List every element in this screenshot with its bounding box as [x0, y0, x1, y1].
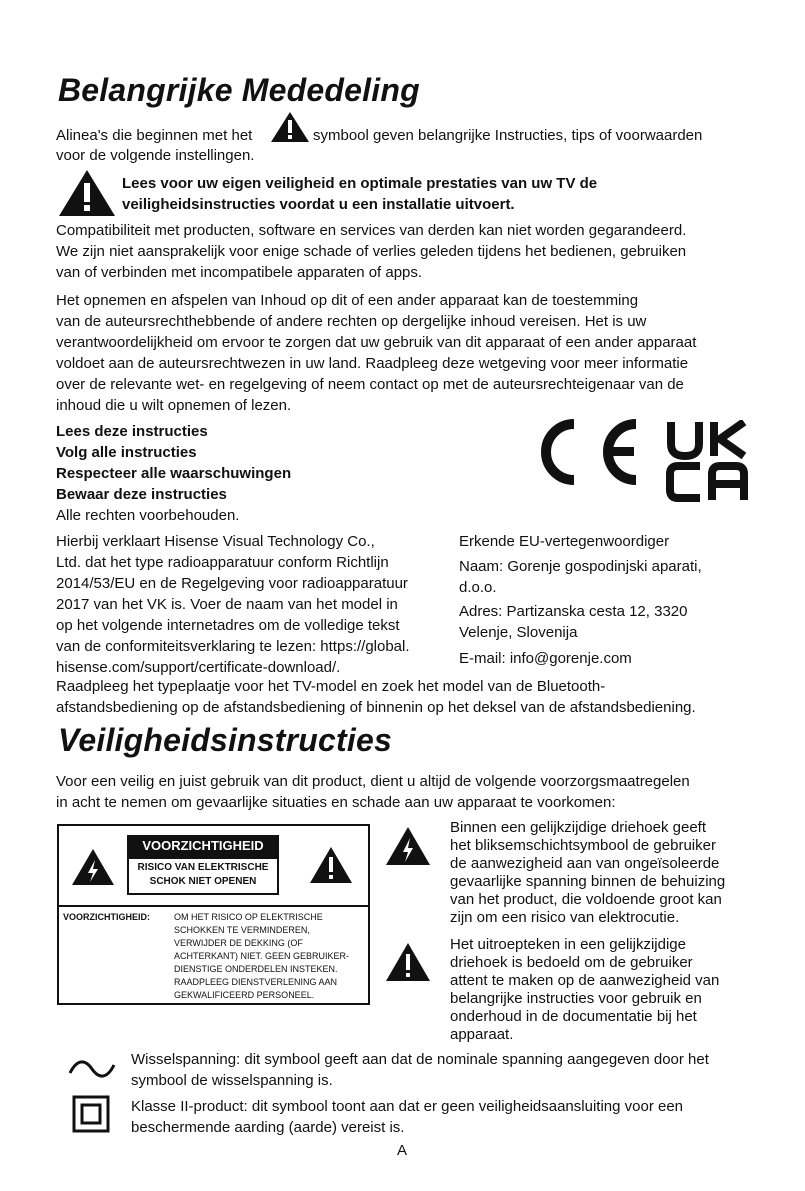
- para-line: Compatibiliteit met producten, software en services van derden kan niet worden gegarandeerd.: [56, 222, 687, 239]
- caution-sub-line: SCHOK NIET OPENEN: [149, 876, 257, 887]
- eu-rep-heading: Erkende EU-vertegenwoordiger: [459, 533, 670, 550]
- caution-text-line: DIENSTIGE ONDERDELEN INSTEKEN.: [174, 964, 338, 974]
- para-line: inhoud die u wilt opnemen of lezen.: [56, 397, 292, 414]
- warning-triangle-icon: [385, 942, 431, 982]
- declaration-line: van de conformiteitsverklaring te lezen: https://global.: [56, 638, 410, 655]
- ac-desc-line: Wisselspanning: dit symbool geeft aan dat de nominale spanning aangegeven door het: [131, 1051, 709, 1068]
- caution-label: VOORZICHTIGHEID:: [63, 912, 150, 922]
- caution-sub: [127, 857, 279, 895]
- ac-desc-line: symbool de wisselspanning is.: [131, 1072, 333, 1089]
- bluetooth-line: afstandsbediening op de afstandsbediening of binnenin op het deksel van de afstandsbediening.: [56, 699, 696, 716]
- lightning-triangle-icon: [385, 826, 431, 866]
- lightning-desc-line: het bliksemschichtsymbool de gebruiker: [450, 837, 716, 854]
- ce-mark: [526, 418, 646, 491]
- lightning-desc-line: gevaarlijke spanning binnen de behuizing: [450, 873, 726, 890]
- intro-line2: voor de volgende instellingen.: [56, 147, 255, 164]
- caution-sub-line: RISICO VAN ELEKTRISCHE: [137, 862, 269, 873]
- page-title: Belangrijke Mededeling: [58, 72, 420, 108]
- para-line: over de relevante wet- en regelgeving of neem contact op met de auteursrechteigenaar van de: [56, 376, 684, 393]
- caution-text-line: OM HET RISICO OP ELEKTRISCHE: [174, 912, 323, 922]
- instruction-item: Respecteer alle waarschuwingen: [56, 465, 292, 482]
- page-number: A: [397, 1142, 408, 1159]
- instruction-item: Lees deze instructies: [56, 423, 208, 440]
- warning-line: Lees voor uw eigen veiligheid en optimale prestaties van uw TV de: [122, 175, 598, 192]
- warning-triangle-icon: [270, 111, 310, 143]
- section-title: Veiligheidsinstructies: [58, 722, 392, 758]
- eu-rep-email: E-mail: info@gorenje.com: [459, 650, 632, 667]
- class2-desc-line: Klasse II-product: dit symbool toont aan dat er geen veiligheidsaansluiting voor een: [131, 1098, 684, 1115]
- intro-text-before: Alinea's die beginnen met het: [56, 127, 253, 144]
- exclaim-desc-line: driehoek is bedoeld om de gebruiker: [450, 954, 693, 971]
- para-line: van de auteursrechthebbende of andere rechten op dergelijke inhoud vereisen. Het is uw: [56, 313, 647, 330]
- caution-header: VOORZICHTIGHEID: [127, 835, 279, 857]
- caution-divider: [59, 905, 368, 907]
- declaration-line: Hierbij verklaart Hisense Visual Technology Co.,: [56, 533, 375, 550]
- eu-rep-address: Adres: Partizanska cesta 12, 3320: [459, 603, 688, 620]
- instruction-item: Bewaar deze instructies: [56, 486, 227, 503]
- rights-text: Alle rechten voorbehouden.: [56, 507, 240, 524]
- exclaim-desc-line: onderhoud in de documentatie bij het: [450, 1008, 697, 1025]
- caution-text-line: VERWIJDER DE DEKKING (OF: [174, 938, 303, 948]
- lightning-desc-line: de aanwezigheid aan van ongeïsoleerde: [450, 855, 720, 872]
- ac-wave-icon: [67, 1057, 117, 1086]
- declaration-line: 2014/53/EU en de Regelgeving voor radioapparatuur: [56, 575, 408, 592]
- exclaim-desc-line: attent te maken op de aanwezigheid van: [450, 972, 720, 989]
- caution-text-line: SCHOKKEN TE VERMINDEREN,: [174, 925, 310, 935]
- exclaim-desc-line: Het uitroepteken in een gelijkzijdige: [450, 936, 686, 953]
- declaration-line: hisense.com/support/certificate-download/.: [56, 659, 341, 676]
- class2-desc-line: beschermende aarding (aarde) vereist is.: [131, 1119, 405, 1136]
- lightning-desc-line: van het product, die voldoende groot kan: [450, 891, 722, 908]
- eu-rep-name: Naam: Gorenje gospodinjski aparati,: [459, 558, 702, 575]
- caution-text-line: ACHTERKANT) NIET. GEEN GEBRUIKER-: [174, 951, 350, 961]
- exclaim-desc-line: apparaat.: [450, 1026, 514, 1043]
- para-line: Het opnemen en afspelen van Inhoud op dit of een ander apparaat kan de toestemming: [56, 292, 639, 309]
- declaration-line: 2017 van het VK is. Voer de naam van het model in: [56, 596, 398, 613]
- bluetooth-line: Raadpleeg het typeplaatje voor het TV-model en zoek het model van de Bluetooth-: [56, 678, 606, 695]
- caution-box: [57, 824, 370, 1005]
- safety-intro-line: in acht te nemen om gevaarlijke situaties en schade aan uw apparaat te voorkomen:: [56, 794, 616, 811]
- instruction-item: Volg alle instructies: [56, 444, 197, 461]
- lightning-triangle-icon: [71, 848, 115, 886]
- declaration-line: Ltd. dat het type radioapparatuur conform Richtlijn: [56, 554, 389, 571]
- intro-line: [56, 125, 252, 146]
- para-line: We zijn niet aansprakelijk voor enige schade of verlies geleden tijdens het bedienen, gebruiken: [56, 243, 687, 260]
- eu-rep-address: Velenje, Slovenija: [459, 624, 578, 641]
- eu-rep-name: d.o.o.: [459, 579, 497, 596]
- para-line: van of verbinden met incompatibele apparaten of apps.: [56, 264, 423, 281]
- class2-double-square-icon: [72, 1095, 110, 1138]
- warning-line: veiligheidsinstructies voordat u een installatie uitvoert.: [122, 196, 515, 213]
- warning-triangle-icon: [309, 846, 353, 884]
- caution-text-line: RAADPLEEG DIENSTVERLENING AAN: [174, 977, 338, 987]
- para-line: verantwoordelijkheid om ervoor te zorgen dat uw gebruik van dit apparaat of een ander apparaat: [56, 334, 697, 351]
- exclaim-desc-line: belangrijke instructies voor gebruik en: [450, 990, 702, 1007]
- caution-text-line: GEKWALIFICEERD PERSONEEL.: [174, 990, 315, 1000]
- lightning-desc-line: Binnen een gelijkzijdige driehoek geeft: [450, 819, 707, 836]
- para-line: voldoet aan de auteursrechtwezen in uw land. Raadpleeg deze wetgeving voor meer informatie: [56, 355, 689, 372]
- safety-intro-line: Voor een veilig en juist gebruik van dit product, dient u altijd de volgende voorzorgsmaatregelen: [56, 773, 690, 790]
- lightning-desc-line: zijn om een risico van elektrocutie.: [450, 909, 680, 926]
- intro-text-after: symbool geven belangrijke Instructies, tips of voorwaarden: [313, 127, 703, 144]
- ukca-mark: [666, 420, 750, 509]
- declaration-line: op het volgende internetadres om de volledige tekst: [56, 617, 400, 634]
- warning-triangle-icon: [58, 169, 116, 217]
